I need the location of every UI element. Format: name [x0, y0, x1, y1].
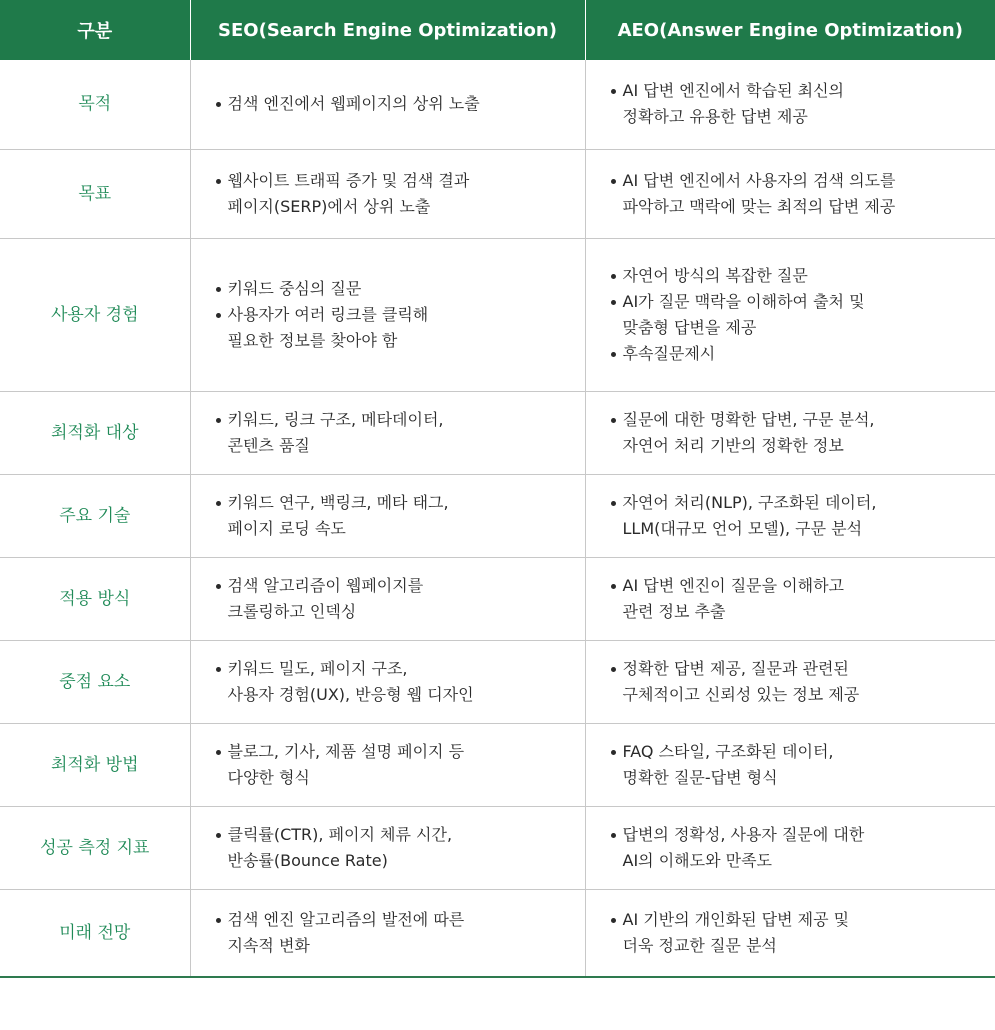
bullet-item: AI 답변 엔진이 질문을 이해하고 관련 정보 추출: [610, 573, 995, 625]
table-row: [0, 723, 995, 806]
table-row: [0, 391, 995, 474]
aeo-cell: [585, 238, 995, 391]
seo-list: [215, 822, 585, 874]
aeo-list: [610, 263, 995, 367]
seo-cell: [190, 557, 585, 640]
category-cell: 목적: [78, 94, 112, 115]
bullet-item: 키워드, 링크 구조, 메타데이터, 콘텐츠 품질: [215, 407, 585, 459]
bullet-item: 검색 엔진에서 웹페이지의 상위 노출: [215, 91, 585, 117]
seo-list: [215, 407, 585, 459]
seo-list: [215, 276, 585, 354]
table-row: [0, 557, 995, 640]
table-header: [0, 0, 995, 60]
category-cell: 목표: [0, 149, 190, 238]
seo-list: [215, 91, 585, 117]
header-row: [0, 0, 995, 60]
category-cell: 중점 요소: [0, 640, 190, 723]
table-row: [0, 149, 995, 238]
bullet-item: 블로그, 기사, 제품 설명 페이지 등 다양한 형식: [215, 739, 585, 791]
bullet-item: 자연어 처리(NLP), 구조화된 데이터, LLM(대규모 언어 모델), 구문 분석: [610, 490, 995, 542]
seo-cell: [190, 723, 585, 806]
bullet-item: 키워드 중심의 질문: [215, 276, 585, 302]
bullet-item: 클릭률(CTR), 페이지 체류 시간, 반송률(Bounce Rate): [215, 822, 585, 874]
table-row: [0, 238, 995, 391]
aeo-list: [610, 573, 995, 625]
aeo-list: [610, 907, 995, 959]
category-cell: 최적화 대상: [0, 391, 190, 474]
seo-list: [215, 490, 585, 542]
category-cell: 적용 방식: [0, 557, 190, 640]
category-cell: 사용자 경험: [0, 238, 190, 391]
table-row: [0, 640, 995, 723]
bullet-item: 후속질문제시: [610, 341, 995, 367]
seo-cell: [190, 60, 585, 149]
bullet-item: 답변의 정확성, 사용자 질문에 대한 AI의 이해도와 만족도: [610, 822, 995, 874]
seo-cell: [190, 238, 585, 391]
seo-list: [215, 573, 585, 625]
aeo-cell: [585, 640, 995, 723]
aeo-cell: [585, 889, 995, 976]
bullet-item: AI가 질문 맥락을 이해하여 출처 및 맞춤형 답변을 제공: [610, 289, 995, 341]
aeo-list: [610, 490, 995, 542]
seo-cell: [190, 889, 585, 976]
aeo-list: [610, 739, 995, 791]
aeo-cell: [585, 723, 995, 806]
seo-list: [215, 168, 585, 220]
bullet-item: 검색 엔진 알고리즘의 발전에 따른 지속적 변화: [215, 907, 585, 959]
table-row: [0, 60, 995, 149]
table-body: [0, 60, 995, 976]
bullet-item: AI 답변 엔진에서 사용자의 검색 의도를 파악하고 맥락에 맞는 최적의 답변 제공: [610, 168, 995, 220]
aeo-cell: [585, 557, 995, 640]
aeo-cell: [585, 391, 995, 474]
table-row: [0, 474, 995, 557]
seo-cell: [190, 391, 585, 474]
aeo-list: [610, 168, 995, 220]
bullet-item: 질문에 대한 명확한 답변, 구문 분석, 자연어 처리 기반의 정확한 정보: [610, 407, 995, 459]
seo-cell: [190, 149, 585, 238]
seo-list: [215, 739, 585, 791]
aeo-list: [610, 656, 995, 708]
aeo-cell: [585, 149, 995, 238]
seo-list: [215, 656, 585, 708]
bullet-item: 키워드 밀도, 페이지 구조, 사용자 경험(UX), 반응형 웹 디자인: [215, 656, 585, 708]
header-category: 구분: [0, 0, 190, 60]
category-cell: 미래 전망: [0, 889, 190, 976]
bullet-item: AI 기반의 개인화된 답변 제공 및 더욱 정교한 질문 분석: [610, 907, 995, 959]
bullet-item: 자연어 방식의 복잡한 질문: [610, 263, 995, 289]
bullet-item: 웹사이트 트래픽 증가 및 검색 결과 페이지(SERP)에서 상위 노출: [215, 168, 585, 220]
seo-cell: [190, 640, 585, 723]
aeo-cell: [585, 806, 995, 889]
seo-cell: [190, 806, 585, 889]
category-cell: 최적화 방법: [0, 723, 190, 806]
bullet-item: 키워드 연구, 백링크, 메타 태그, 페이지 로딩 속도: [215, 490, 585, 542]
aeo-list: [610, 78, 995, 130]
bullet-item: 사용자가 여러 링크를 클릭해 필요한 정보를 찾아야 함: [215, 302, 585, 354]
bullet-item: 검색 알고리즘이 웹페이지를 크롤링하고 인덱싱: [215, 573, 585, 625]
aeo-list: [610, 822, 995, 874]
bullet-item: AI 답변 엔진에서 학습된 최신의 정확하고 유용한 답변 제공: [610, 78, 995, 130]
table-row: [0, 806, 995, 889]
seo-list: [215, 907, 585, 959]
bullet-item: 정확한 답변 제공, 질문과 관련된 구체적이고 신뢰성 있는 정보 제공: [610, 656, 995, 708]
aeo-cell: [585, 60, 995, 149]
header-seo: SEO(Search Engine Optimization): [190, 0, 585, 60]
table-row: [0, 889, 995, 976]
aeo-cell: [585, 474, 995, 557]
seo-cell: [190, 474, 585, 557]
header-aeo: AEO(Answer Engine Optimization): [585, 0, 995, 60]
bullet-item: FAQ 스타일, 구조화된 데이터, 명확한 질문-답변 형식: [610, 739, 995, 791]
category-cell: 주요 기술: [0, 474, 190, 557]
aeo-list: [610, 407, 995, 459]
category-cell: 성공 측정 지표: [0, 806, 190, 889]
